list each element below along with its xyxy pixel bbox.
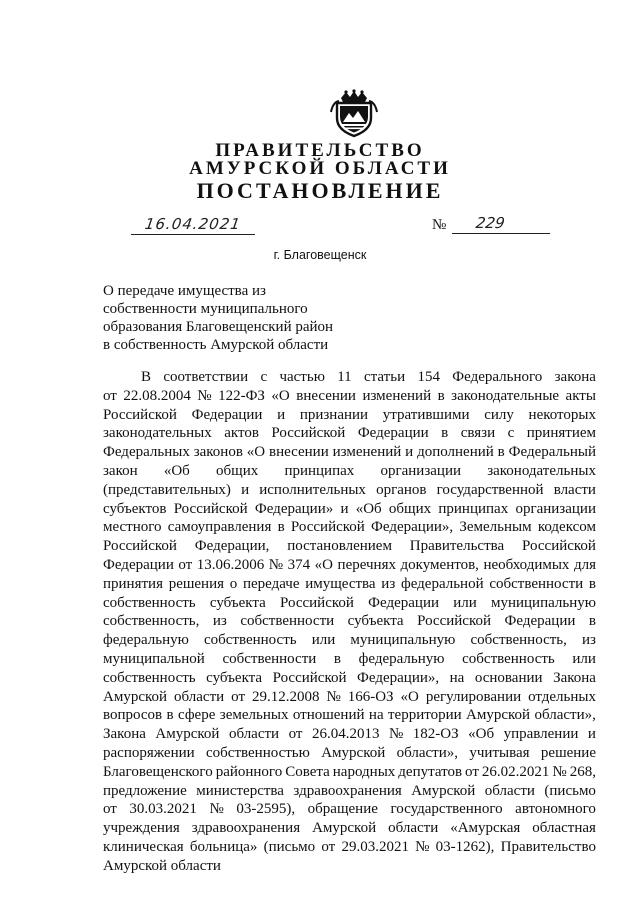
body-word: собственностью (206, 744, 310, 761)
body-word: дополнений (417, 444, 494, 461)
body-word: общих (216, 462, 259, 479)
body-line (103, 688, 596, 707)
body-word: актов (224, 425, 259, 442)
body-word: перечнях (337, 556, 396, 573)
body-word: «Об (468, 726, 495, 743)
body-word: субъекта (206, 669, 263, 686)
body-word: территории (388, 707, 462, 724)
body-word: закона (554, 369, 596, 385)
body-word: принятием (526, 425, 596, 442)
body-word: Федерации (103, 556, 174, 573)
body-word: от (103, 387, 117, 404)
body-word: области (174, 688, 225, 705)
body-word: областная (532, 820, 596, 837)
body-word: «Об (163, 462, 190, 479)
body-word: и (405, 444, 414, 461)
body-word: отдельных (528, 688, 596, 705)
body-word: 154 (417, 369, 440, 385)
body-line (103, 857, 596, 876)
government-title: ПРАВИТЕЛЬСТВО (215, 140, 425, 161)
body-word: Амурской (155, 726, 220, 743)
body-line (103, 537, 596, 556)
body-word: сфере (178, 707, 216, 724)
body-word: Федерации», (357, 669, 440, 686)
body-word: с (507, 425, 515, 442)
body-word: Амурской (312, 820, 377, 837)
body-word: Федерации», (371, 519, 454, 536)
body-word: (письмо (544, 782, 596, 799)
body-word: 268, (569, 763, 596, 780)
body-word: Правительства (409, 538, 505, 555)
body-word: документов, (400, 556, 479, 573)
body-word: законов (193, 444, 243, 461)
body-word: собственность (462, 650, 555, 667)
body-word: статьи (364, 369, 406, 385)
document-date: 16.04.2021 (143, 215, 243, 233)
body-word: изменений (332, 444, 402, 461)
body-word: 374 (287, 556, 311, 573)
body-word: Закона (553, 669, 596, 686)
body-word: клиническая (103, 838, 184, 855)
body-word: принципах (284, 462, 355, 479)
body-word: Закона (103, 726, 146, 743)
body-word: области (388, 820, 439, 837)
body-word: Федеральных (103, 444, 190, 461)
body-line (103, 725, 596, 744)
body-line (103, 612, 596, 631)
body-word: признании (299, 406, 369, 423)
body-word: больница» (189, 838, 258, 855)
body-word: для (573, 556, 596, 573)
body-word: законодательных (103, 425, 212, 442)
body-line (103, 838, 596, 857)
body-word: собственность (203, 632, 297, 649)
body-word: распоряжении (103, 744, 195, 761)
body-word: Земельным (459, 519, 532, 536)
body-word: в (437, 387, 445, 404)
body-word: от (288, 726, 303, 743)
body-word: в (333, 650, 342, 667)
body-line (103, 500, 596, 519)
body-word: земельных (219, 707, 289, 724)
body-word: на (449, 669, 465, 686)
body-word: на (368, 707, 384, 724)
body-word: области (228, 726, 280, 743)
body-word: в (497, 444, 505, 461)
body-word: организации (380, 462, 461, 479)
body-word: или (453, 594, 477, 611)
body-word: Благовещенского (103, 763, 213, 780)
body-line (103, 556, 596, 575)
body-word: Амурской (103, 688, 168, 705)
body-word: № (326, 688, 341, 705)
body-word: Российской (103, 538, 177, 555)
body-word: «О (271, 387, 290, 404)
body-word: государственной (436, 481, 544, 498)
body-word: «О (314, 556, 334, 573)
body-word: области (167, 857, 221, 874)
body-word: субъекта (347, 613, 404, 630)
body-word: «Амурская (450, 820, 521, 837)
coat-of-arms-icon (329, 88, 379, 138)
body-word: Амурской (466, 707, 531, 724)
body-word: имущества (305, 575, 376, 592)
body-word: принципах (438, 500, 509, 517)
body-word: муниципальную (350, 632, 456, 649)
body-line (103, 763, 596, 782)
body-word: субъектов (103, 500, 167, 517)
body-word: народных (332, 763, 396, 780)
body-word: от (321, 838, 336, 855)
body-word: законодательных (487, 462, 596, 479)
body-word: внесении (269, 444, 329, 461)
body-word: от (231, 688, 245, 705)
region-title: АМУРСКОЙ ОБЛАСТИ (189, 158, 451, 179)
body-word: собственность, (470, 632, 567, 649)
document-body (103, 368, 596, 876)
body-word: Российской (522, 538, 596, 555)
body-word: 11 (337, 369, 352, 385)
body-word: Федерации (191, 406, 263, 423)
body-word: от (178, 556, 193, 573)
body-word: и (587, 726, 596, 743)
body-word: необходимых (483, 556, 570, 573)
body-word: собственности (222, 650, 317, 667)
body-word: Федерации (357, 425, 429, 442)
body-line (103, 518, 596, 537)
body-word: в (441, 425, 449, 442)
body-line (103, 368, 596, 387)
body-line (103, 744, 596, 763)
body-word: 182-ОЗ (412, 726, 459, 743)
body-word: основании (474, 669, 543, 686)
subject-line: собственности муниципального (103, 301, 308, 317)
body-word: учреждения (103, 820, 180, 837)
body-word: собственность, (103, 613, 200, 630)
body-word: учитывая (469, 744, 530, 761)
body-word: в (277, 519, 285, 536)
body-word: Правительство (500, 838, 596, 855)
body-line (103, 424, 596, 443)
body-word: Федерации (504, 613, 576, 630)
body-word: муниципальной (103, 650, 205, 667)
document-type: ПОСТАНОВЛЕНИЕ (196, 178, 444, 203)
body-word: местного (103, 519, 162, 536)
body-line (103, 443, 596, 462)
body-line (103, 669, 596, 688)
body-line (103, 481, 596, 500)
body-word: общих (388, 500, 432, 517)
body-line (103, 706, 596, 725)
body-word: или (572, 650, 596, 667)
body-word: Федерации (368, 594, 439, 611)
body-word: 03-1262), (435, 838, 495, 855)
body-word: с (260, 369, 268, 385)
body-word: утратившими (382, 406, 470, 423)
body-word: федеральную (358, 650, 445, 667)
body-word: некоторых (528, 406, 596, 423)
subject-line: в собственность Амурской области (103, 337, 329, 353)
body-word: 29.12.2008 (251, 688, 320, 705)
body-word: или (311, 632, 336, 649)
body-word: собственность (103, 669, 196, 686)
body-word: органов (376, 481, 427, 498)
document-subject (103, 282, 373, 354)
body-word: внесении (296, 387, 356, 404)
body-line (103, 819, 596, 838)
body-word: соответствии (163, 369, 249, 385)
body-word: Российской (173, 500, 248, 517)
body-word: власти (553, 481, 596, 498)
body-word: решения (168, 575, 225, 592)
body-word: силу (484, 406, 514, 423)
body-word: Российской (417, 613, 492, 630)
body-word: 30.03.2021 (129, 801, 197, 818)
body-word: Российской (103, 406, 177, 423)
body-word: частью (279, 369, 325, 385)
body-word: 26.02.2021 (481, 763, 550, 780)
body-word: от (103, 801, 117, 818)
body-word: (представительных) (103, 481, 231, 498)
body-word: Российской (280, 594, 354, 611)
body-word: собственность (103, 594, 196, 611)
body-word: «Об (355, 500, 382, 517)
body-word: 166-ОЗ (347, 688, 394, 705)
body-word: вопросов (103, 707, 163, 724)
body-word: муниципальную (490, 594, 596, 611)
body-word: в (588, 575, 596, 592)
body-word: собственности (240, 613, 335, 630)
body-word: и (241, 481, 250, 498)
body-word: Амурской (411, 782, 476, 799)
number-sign: № (432, 217, 447, 233)
body-word: закон (103, 462, 138, 479)
body-word: Амурской (103, 857, 168, 874)
body-word: федеральной (400, 575, 484, 592)
body-word: самоуправления (167, 519, 272, 536)
body-word: № (209, 801, 224, 818)
body-line (103, 575, 596, 594)
body-word: принятия (103, 575, 163, 592)
body-word: № (552, 763, 567, 780)
body-word: связи (460, 425, 496, 442)
city-label: г. Благовещенск (273, 248, 367, 262)
body-word: области», (534, 707, 596, 724)
body-word: изменений (362, 387, 432, 404)
body-word: 13.06.2006 (196, 556, 265, 573)
body-word: Федерации, (194, 538, 270, 555)
body-word: В (141, 369, 152, 385)
body-word: собственности (489, 575, 584, 592)
body-word: в (588, 613, 596, 630)
body-word: № (268, 556, 284, 573)
body-word: из (381, 575, 396, 592)
body-word: 22.08.2004 (123, 387, 191, 404)
body-word: Российской (272, 669, 347, 686)
body-word: здравоохранения (191, 820, 301, 837)
body-line (103, 782, 596, 801)
body-word: предложение (103, 782, 187, 799)
body-line (103, 387, 596, 406)
body-word: 26.04.2013 (311, 726, 380, 743)
body-word: здравоохранения (293, 782, 402, 799)
body-word: области (484, 782, 535, 799)
body-word: Федеральный (508, 444, 596, 461)
body-word: и (277, 406, 286, 423)
body-word: в (166, 707, 174, 724)
body-word: Амурской (321, 744, 386, 761)
body-line (103, 800, 596, 819)
body-word: министерства (196, 782, 284, 799)
body-line (103, 650, 596, 669)
body-word: «О (246, 444, 266, 461)
body-word: обращение (307, 801, 378, 818)
body-word: 29.03.2021 (341, 838, 409, 855)
body-word: акты (565, 387, 596, 404)
body-word: отношений (292, 707, 365, 724)
body-word: депутатов (398, 763, 463, 780)
body-word: «О (400, 688, 419, 705)
body-word: Российской (271, 425, 346, 442)
body-word: Федерации» (254, 500, 334, 517)
body-word: Федерального (452, 369, 543, 385)
body-word: управлении (503, 726, 579, 743)
body-word: из (212, 613, 227, 630)
body-word: от (465, 763, 479, 780)
document-number: 229 (474, 214, 506, 232)
body-word: области», (396, 744, 459, 761)
body-line (103, 594, 596, 613)
body-word: федеральную (103, 632, 189, 649)
body-word: и (340, 500, 349, 517)
body-word: 122-ФЗ (218, 387, 265, 404)
body-word: Совета (285, 763, 330, 780)
body-word: законодательные (451, 387, 560, 404)
body-word: организации (515, 500, 596, 517)
body-word: постановлением (287, 538, 392, 555)
body-word: регулировании (425, 688, 522, 705)
body-word: решение (540, 744, 596, 761)
body-word: районного (215, 763, 283, 780)
body-word: кодексом (537, 519, 596, 536)
body-word: передаче (242, 575, 300, 592)
body-word: № (415, 838, 430, 855)
body-word: из (582, 632, 596, 649)
body-word: 03-2595), (236, 801, 296, 818)
subject-line: О передаче имущества из (103, 283, 266, 299)
body-line (103, 631, 596, 650)
body-word: автономного (515, 801, 596, 818)
body-word: субъекта (209, 594, 266, 611)
subject-line: образования Благовещенский район (103, 319, 334, 335)
body-word: № (197, 387, 212, 404)
body-word: (письмо (263, 838, 316, 855)
body-line (103, 406, 596, 425)
body-word: Российской (290, 519, 365, 536)
body-line (103, 462, 596, 481)
body-word: № (388, 726, 404, 743)
body-word: государственного (390, 801, 503, 818)
body-word: о (229, 575, 238, 592)
body-word: исполнительных (259, 481, 366, 498)
